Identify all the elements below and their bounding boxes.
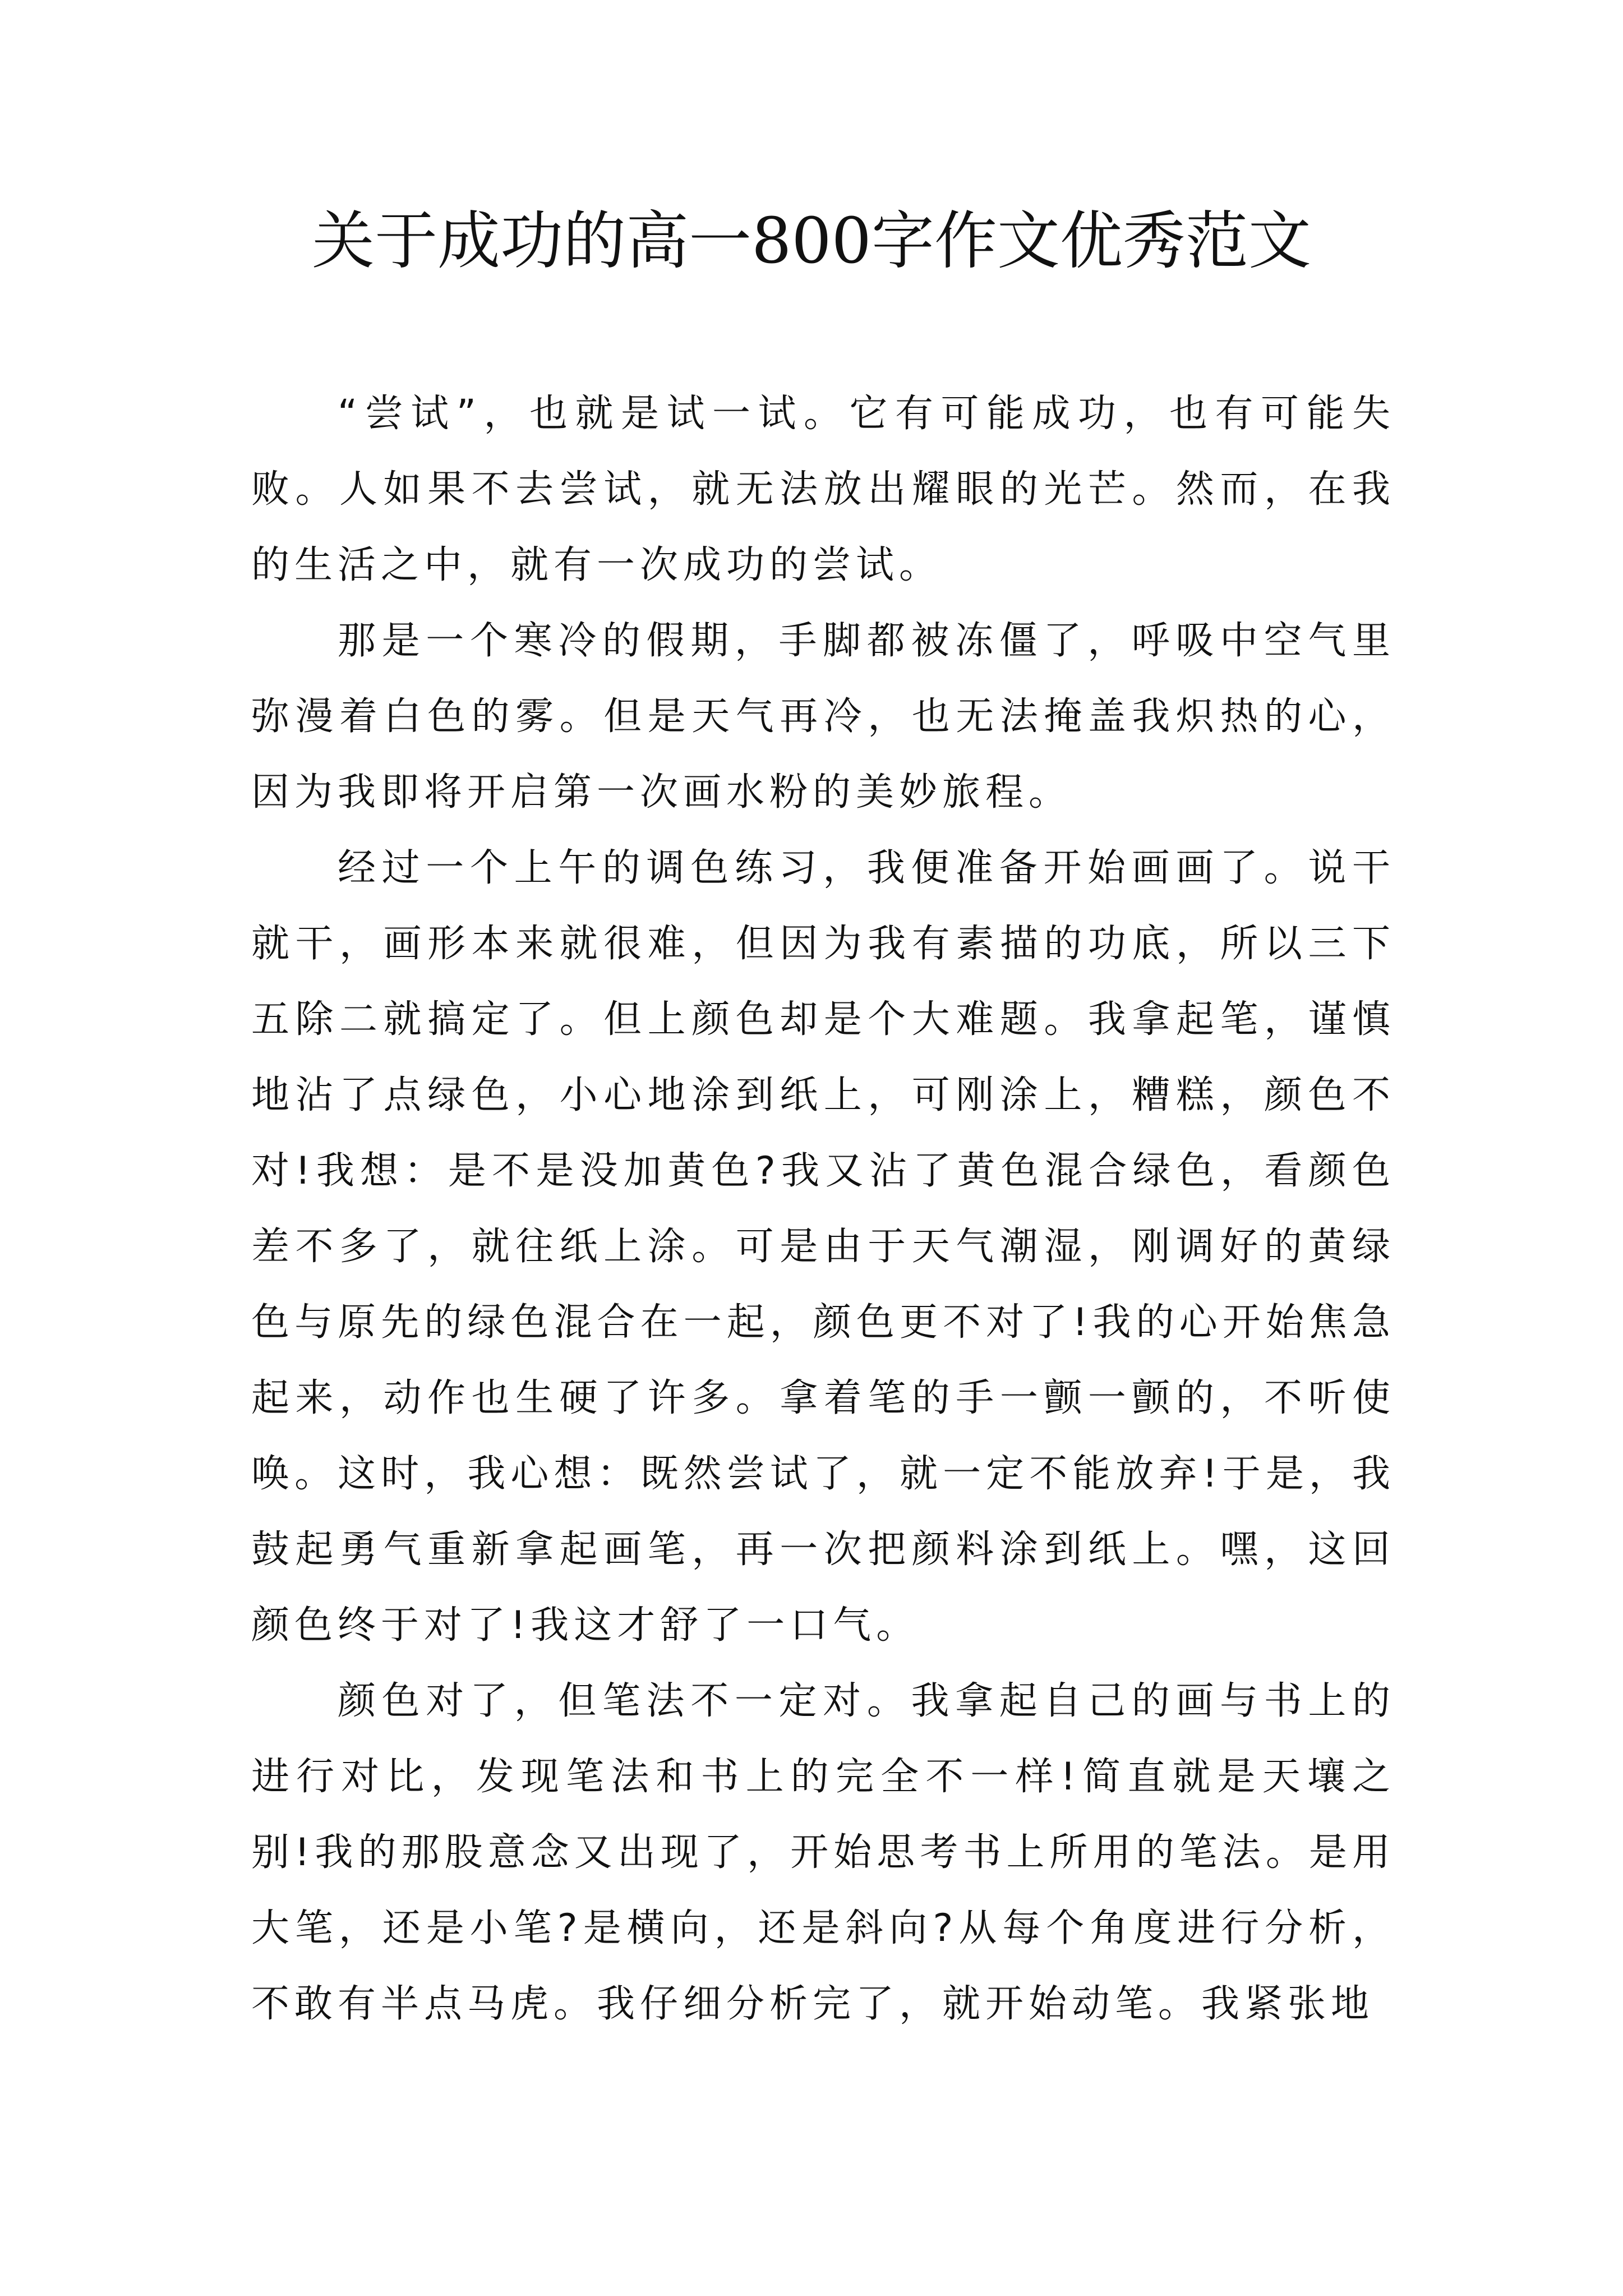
paragraph-4: 颜色对了，但笔法不一定对。我拿起自己的画与书上的进行对比，发现笔法和书上的完全不一样!简直就是天壤之别!我的那股意念又出现了，开始思考书上所用的笔法。是用大笔，还是小笔?是横向，还是斜向?从每个角度进行分析，不敢有半点马虎。我仔细分析完了，就开始动笔。我紧张地 xyxy=(251,1679,1395,2026)
paragraph-1: “尝试”，也就是试一试。它有可能成功，也有可能失败。人如果不去尝试，就无法放出耀眼的光芒。然而，在我的生活之中，就有一次成功的尝试。 xyxy=(251,392,1395,587)
document-title: 关于成功的高一800字作文优秀范文 xyxy=(312,205,1311,278)
paragraph-3: 经过一个上午的调色练习，我便准备开始画画了。说干就干，画形本来就很难，但因为我有素描的功底，所以三下五除二就搞定了。但上颜色却是个大难题。我拿起笔，谨慎地沾了点绿色，小心地涂到纸上，可刚涂上，糟糕，颜色不对!我想：是不是没加黄色?我又沾了黄色混合绿色，看颜色差不多了，就往纸上涂。可是由于天气潮湿，刚调好的黄绿色与原先的绿色混合在一起，颜色更不对了!我的心开始焦急起来，动作也生硬了许多。拿着笔的手一颤一颤的，不听使唤。这时，我心想：既然尝试了，就一定不能放弃!于是，我鼓起勇气重新拿起画笔，再一次把颜料涂到纸上。嘿，这回颜色终于对了!我这才舒了一口气。 xyxy=(251,846,1395,1648)
paragraph-2: 那是一个寒冷的假期，手脚都被冻僵了，呼吸中空气里弥漫着白色的雾。但是天气再冷，也无法掩盖我炽热的心，因为我即将开启第一次画水粉的美妙旅程。 xyxy=(251,619,1395,815)
document-body xyxy=(251,376,1395,2042)
